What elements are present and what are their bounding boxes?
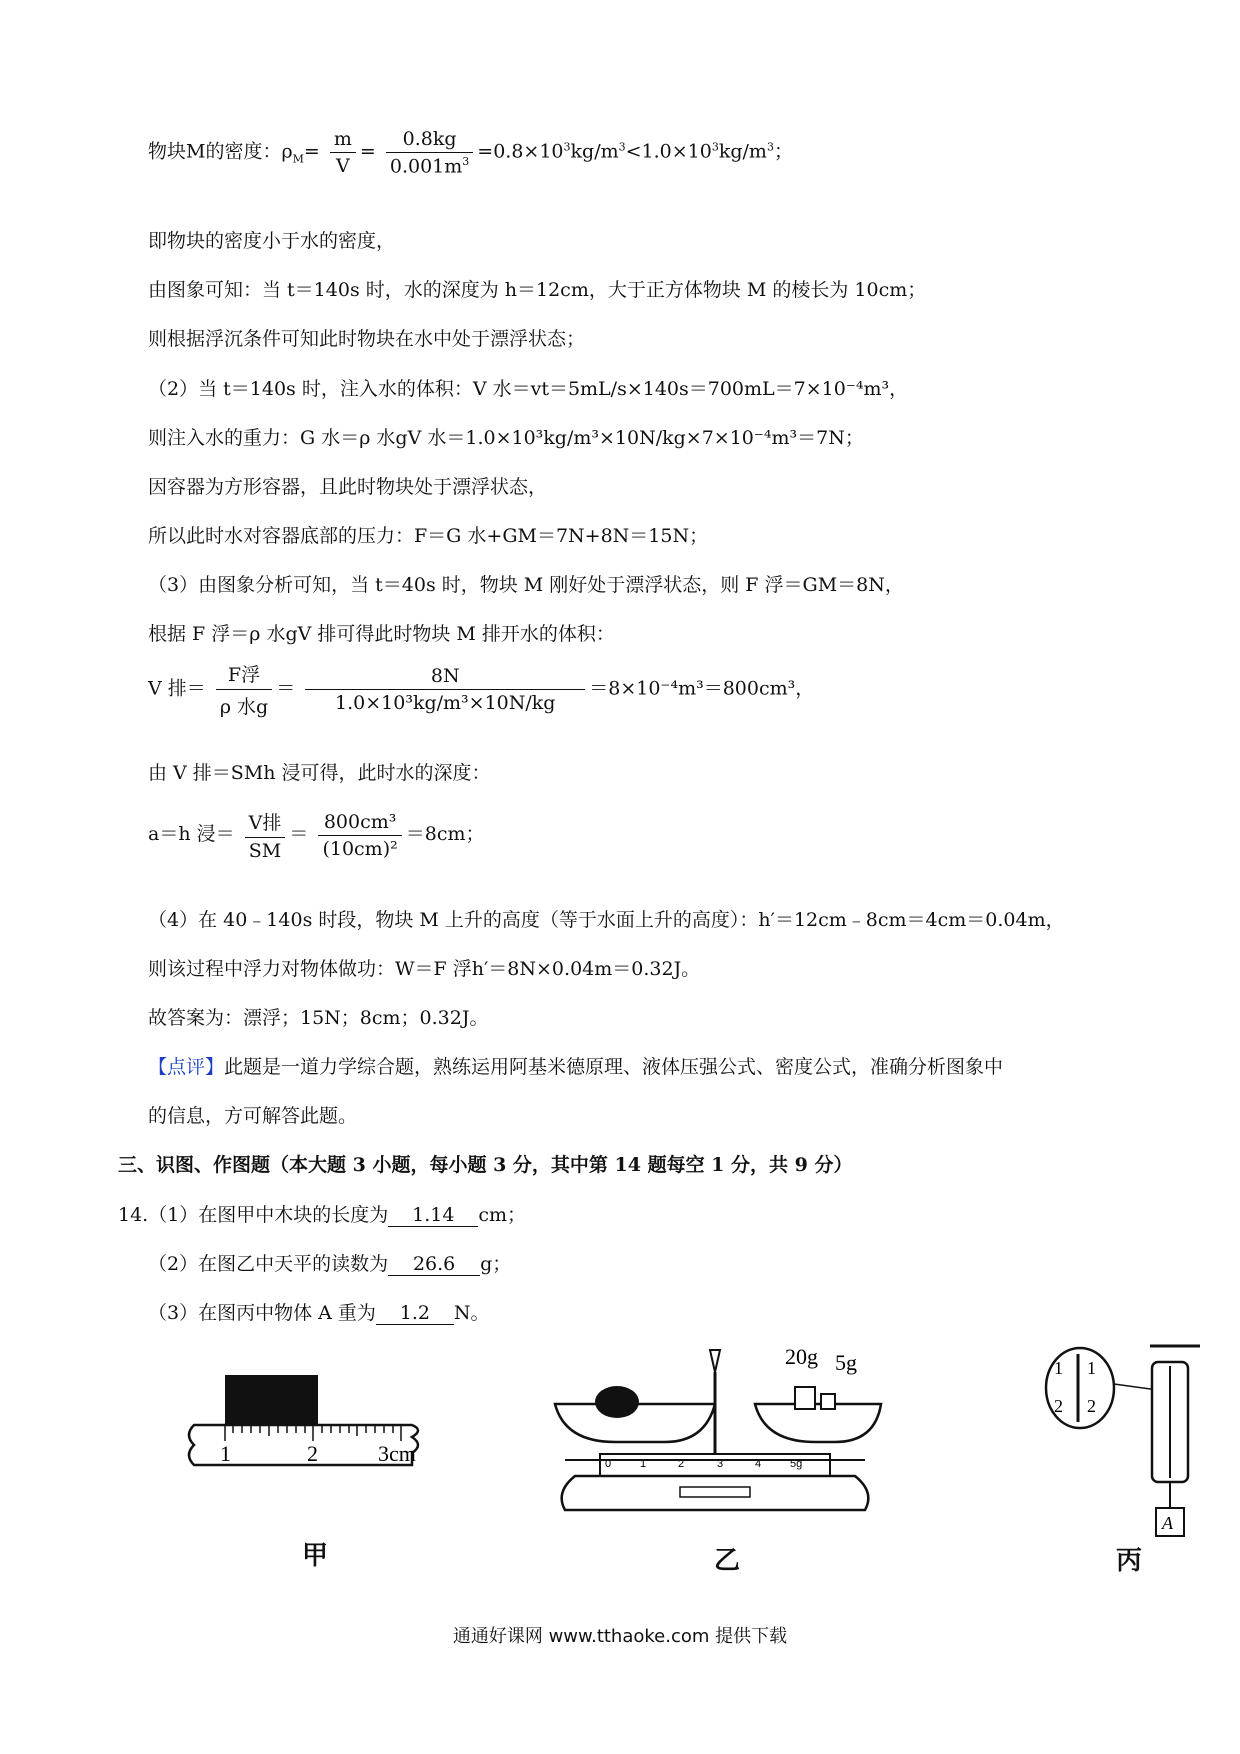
text-line: 即物块的密度小于水的密度，: [148, 230, 396, 252]
depth-result: ＝8cm；: [405, 823, 485, 845]
question-text: （1）在图甲中木块的长度为: [148, 1204, 389, 1226]
spring-scale-figure: [1040, 1340, 1220, 1540]
answer-blank: 26.6: [388, 1253, 480, 1276]
text-line: 由图象可知：当 t＝140s 时，水的深度为 h＝12cm，大于正方体物块 M 的棱长为 10cm；: [148, 279, 927, 301]
text-line: （2）当 t＝140s 时，注入水的体积：V 水＝vt＝5mL/s×140s＝700mL＝7×10⁻⁴m³，: [148, 378, 909, 400]
svg-text:0: 0: [605, 1458, 612, 1470]
zoom-label-1b: 1: [1087, 1358, 1096, 1378]
question-number: 14.: [118, 1204, 149, 1226]
ruler-label-2: 2: [307, 1441, 318, 1466]
zoom-label-1a: 1: [1054, 1358, 1063, 1378]
wood-block: [225, 1375, 318, 1425]
displaced-volume-line: [148, 660, 814, 719]
text-line: 所以此时水对容器底部的压力：F＝G 水+GM＝7N+8N＝15N；: [148, 525, 709, 547]
figure-caption-jia: 甲: [302, 1541, 329, 1571]
frac-den: 1.0×10³kg/m³×10N/kg: [335, 692, 556, 714]
frac-den-sup: 3: [462, 155, 470, 168]
density-result-c: <1.0×10: [625, 140, 712, 163]
sup: 3: [711, 140, 719, 154]
unit: N。: [453, 1302, 490, 1324]
frac-num: F浮: [216, 660, 272, 690]
unit: g；: [480, 1253, 512, 1275]
weight-label-5g: 5g: [835, 1350, 857, 1375]
pointer-top: [710, 1350, 720, 1372]
equals: ＝: [289, 823, 309, 845]
text-line: 因容器为方形容器，且此时物块处于漂浮状态，: [148, 476, 548, 498]
fraction-mass-over-volume: [386, 128, 473, 177]
frac-den: [386, 153, 473, 177]
svg-text:2: 2: [678, 1458, 685, 1470]
density-line: [148, 128, 793, 177]
question-text: （2）在图乙中天平的读数为: [148, 1253, 389, 1275]
answer-blank: 1.2: [376, 1302, 454, 1325]
depth-line: [148, 808, 484, 862]
weight-20g: [795, 1387, 815, 1409]
comment-line: [148, 1052, 1003, 1079]
sup: 3: [618, 140, 626, 154]
frac-num: m: [330, 128, 356, 153]
fraction-buoyancy-over-density: [216, 660, 272, 719]
unit: cm；: [478, 1204, 526, 1226]
depth-label: a＝h 浸＝: [148, 823, 235, 845]
density-result-e: ；: [773, 140, 793, 163]
sup: 3: [766, 140, 774, 154]
comment-line-2: 的信息，方可解答此题。: [148, 1105, 358, 1127]
svg-text:1: 1: [640, 1458, 647, 1470]
frac-den: (10cm)²: [322, 837, 398, 860]
text-line: 根据 F 浮＝ρ 水gV 排可得此时物块 M 排开水的体积：: [148, 623, 615, 645]
frac-num: 0.8kg: [386, 128, 473, 153]
ruler-label-3: 3cm: [378, 1441, 416, 1466]
object-on-pan: [595, 1386, 639, 1418]
right-pan: [755, 1404, 881, 1442]
svg-text:5g: 5g: [790, 1458, 803, 1470]
zoom-label-2a: 2: [1054, 1396, 1063, 1416]
density-result-d: kg/m: [718, 140, 767, 163]
fraction-800-over-100: [318, 811, 401, 860]
text-line: 由 V 排＝SMh 浸可得，此时水的深度：: [148, 762, 491, 784]
weight-5g: [821, 1394, 835, 1409]
equals: ＝: [276, 677, 296, 700]
sup: 3: [563, 140, 571, 154]
text-line: 则根据浮沉条件可知此时物块在水中处于漂浮状态；: [148, 328, 586, 350]
vpai-label: V 排＝: [148, 677, 206, 700]
comment-text: 此题是一道力学综合题，熟练运用阿基米德原理、液体压强公式、密度公式，准确分析图象中: [224, 1056, 1004, 1078]
figure-caption-bing: 丙: [1116, 1546, 1143, 1576]
text-line: （3）由图象分析可知，当 t＝40s 时，物块 M 刚好处于漂浮状态，则 F 浮＝GM＝8N，: [148, 574, 904, 596]
frac-den: V: [336, 155, 350, 178]
text-line: 则该过程中浮力对物体做功：W＝F 浮h′＝8N×0.04m＝0.32J。: [148, 958, 701, 980]
balance-figure: [545, 1342, 885, 1522]
weight-label-20g: 20g: [785, 1344, 818, 1369]
frac-den-text: 0.001m: [389, 155, 463, 178]
answer-blank: 1.14: [388, 1204, 478, 1227]
question-text: （3）在图丙中物体 A 重为: [148, 1302, 376, 1324]
frac-num: V排: [245, 808, 286, 838]
frac-den: ρ 水g: [219, 696, 269, 718]
ruler-figure: [182, 1375, 442, 1485]
q14-part1: [118, 1200, 526, 1227]
text-line: 则注入水的重力：G 水＝ρ 水gV 水＝1.0×10³kg/m³×10N/kg×7×10⁻⁴m³＝7N；: [148, 427, 864, 449]
frac-den: SM: [248, 840, 282, 862]
fraction-v-over-s: [245, 808, 286, 862]
fraction-8n-over-rhog: [305, 665, 585, 714]
equals: =: [303, 140, 320, 163]
figure-caption-yi: 乙: [714, 1546, 741, 1576]
comment-tag: 【点评】: [148, 1056, 225, 1078]
zoom-label-2b: 2: [1087, 1396, 1096, 1416]
text-line: （4）在 40﹣140s 时段，物块 M 上升的高度（等于水面上升的高度）：h′＝12cm﹣8cm＝4cm＝0.04m，: [148, 909, 1065, 931]
density-sub: M: [292, 152, 304, 166]
base-plate: [680, 1487, 750, 1497]
object-a-label: A: [1162, 1513, 1173, 1533]
frac-num: 800cm³: [318, 811, 401, 836]
vpai-result: ＝8×10⁻⁴m³＝800cm³，: [589, 677, 815, 700]
svg-text:4: 4: [755, 1458, 762, 1470]
equals: =: [359, 140, 376, 163]
section-heading: 三、识图、作图题（本大题 3 小题，每小题 3 分，其中第 14 题每空 1 分，共 9 分）: [118, 1154, 853, 1176]
ruler-label-1: 1: [220, 1441, 231, 1466]
q14-part3: [148, 1298, 490, 1325]
density-result-a: =0.8×10: [477, 140, 564, 163]
q14-part2: [148, 1249, 511, 1276]
fraction-m-over-v: [330, 128, 356, 177]
svg-text:3: 3: [717, 1458, 724, 1470]
density-result-b: kg/m: [570, 140, 619, 163]
footer: 通通好课网 www.tthaoke.com 提供下载: [452, 1626, 788, 1647]
frac-num: 8N: [305, 665, 585, 690]
density-label: 物块M的密度：ρ: [148, 140, 293, 163]
text-line: 故答案为：漂浮；15N；8cm；0.32J。: [148, 1007, 489, 1029]
